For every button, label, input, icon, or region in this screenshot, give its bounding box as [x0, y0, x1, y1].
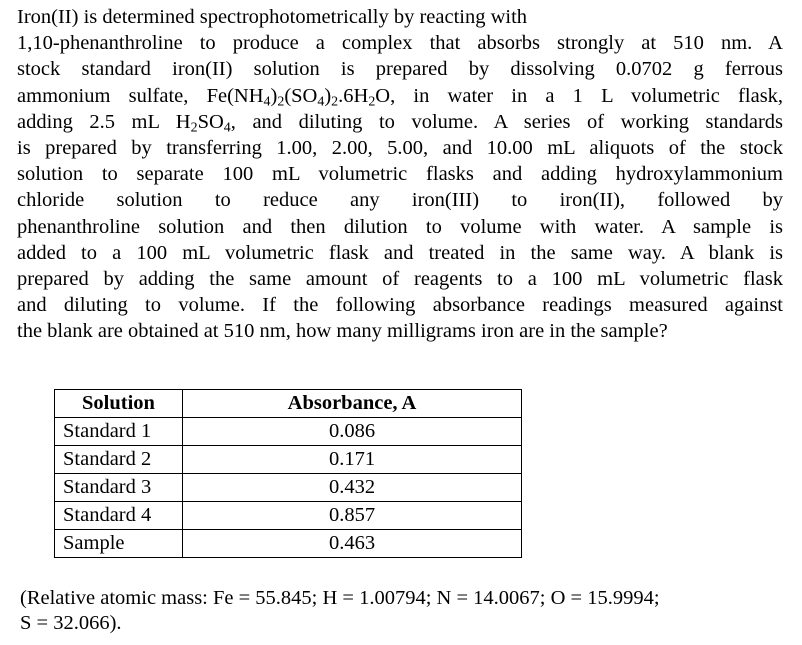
relative-atomic-mass-note	[20, 586, 786, 636]
header-absorbance: Absorbance, A	[183, 390, 522, 418]
problem-line-2: 1,10-phenanthroline to produce a complex that absorbs strongly at 510 nm. A	[17, 32, 783, 55]
problem-line-12: and diluting to volume. If the following absorbance readings measured against	[17, 294, 783, 317]
cell-solution: Standard 3	[55, 474, 183, 502]
cell-absorbance: 0.086	[183, 418, 522, 446]
cell-solution: Sample	[55, 530, 183, 558]
problem-line-6: is prepared by transferring 1.00, 2.00, 5.00, and 10.00 mL aliquots of the stock	[17, 137, 783, 160]
table-row	[55, 418, 522, 446]
table-row	[55, 474, 522, 502]
table-header-row	[55, 390, 522, 418]
problem-statement	[17, 4, 783, 345]
problem-line-11: prepared by adding the same amount of reagents to a 100 mL volumetric flask	[17, 268, 783, 291]
problem-line-5: adding 2.5 mL $H_2SO_4$, and diluting to volume. A series of working standards	[17, 110, 783, 136]
note-line-1: (Relative atomic mass: Fe = 55.845; H = 1.00794; N = 14.0067; O = 15.9994;	[20, 587, 660, 609]
cell-solution: Standard 1	[55, 418, 183, 446]
problem-line-10: added to a 100 mL volumetric flask and treated in the same way. A blank is	[17, 241, 783, 264]
problem-line-7: solution to separate 100 mL volumetric flasks and adding hydroxylammonium	[17, 163, 783, 186]
problem-line-9: phenanthroline solution and then dilution to volume with water. A sample is	[17, 215, 783, 238]
cell-solution: Standard 2	[55, 446, 183, 474]
table-row	[55, 502, 522, 530]
problem-line-4: ammonium sulfate, $Fe(NH_4)_2(SO_4)_2.6H_2O$, in water in a 1 L volumetric flask,	[17, 84, 784, 110]
table-row	[55, 446, 522, 474]
table-row	[55, 530, 522, 558]
problem-line-13: the blank are obtained at 510 nm, how many milligrams iron are in the sample?	[17, 320, 668, 343]
problem-line-3: stock standard iron(II) solution is prepared by dissolving 0.0702 g ferrous	[17, 58, 783, 81]
header-solution: Solution	[55, 390, 183, 418]
problem-line-8: chloride solution to reduce any iron(III) to iron(II), followed by	[17, 189, 783, 212]
problem-line-1: Iron(II) is determined spectrophotometrically by reacting with	[17, 6, 528, 28]
cell-absorbance: 0.171	[183, 446, 522, 474]
cell-absorbance: 0.432	[183, 474, 522, 502]
cell-absorbance: 0.463	[183, 530, 522, 558]
absorbance-table	[54, 389, 522, 558]
cell-absorbance: 0.857	[183, 502, 522, 530]
note-line-2: S = 32.066).	[20, 612, 122, 634]
cell-solution: Standard 4	[55, 502, 183, 530]
